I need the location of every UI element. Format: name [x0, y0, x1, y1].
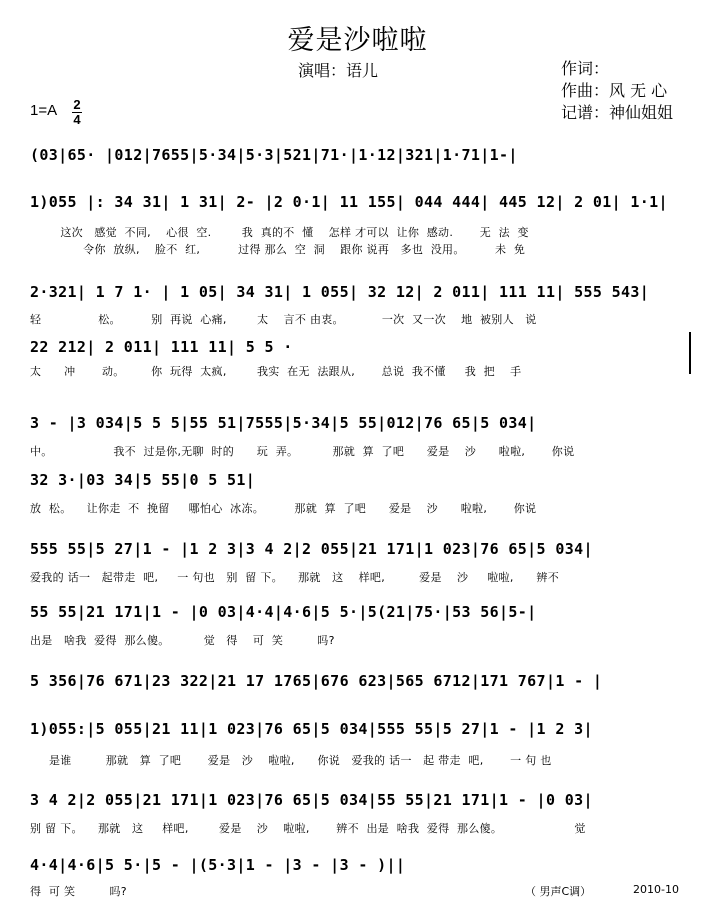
credits-block — [561, 58, 673, 124]
lyricist-credit: 作词： — [561, 59, 610, 78]
key-signature: 1=A — [30, 102, 58, 119]
score-line-6-notes: 32 3·|03 34|5 55|0 5 51| — [30, 471, 256, 489]
score-line-12-lyrics: 得 可 笑 吗? — [30, 885, 127, 898]
footer-date: 2010-10 — [633, 883, 679, 896]
score-line-5-notes: 3 - |3 034|5 5 5|55 51|7555|5·34|5 55|012|76 65|5 034| — [30, 414, 537, 432]
score-line-7-lyrics: 爱我的 话一 起带走 吧, 一 句也 别 留 下。 那就 这 样吧, 爱是 沙 啦啦, 辨不 — [30, 571, 560, 584]
score-line-1-notes: (03|65· |012|7655|5·34|5·3|521|71·|1·12|321|1·71|1-| — [30, 146, 518, 164]
footer-key-note: （ 男声C调） — [525, 885, 592, 898]
score-line-8-lyrics: 出是 啥我 爱得 那么傻。 觉 得 可 笑 吗? — [30, 634, 335, 647]
score-line-11-notes: 3 4 2|2 055|21 171|1 023|76 65|5 034|55 55|21 171|1 - |0 03| — [30, 791, 593, 809]
score-line-4-notes: 22 212| 2 011| 111 11| 5 5 · — [30, 338, 293, 356]
score-line-9-notes: 5 356|76 671|23 322|21 17 1765|676 623|565 6712|171 767|1 - | — [30, 672, 603, 690]
composer-credit: 作曲：风 无 心 — [561, 81, 668, 100]
score-line-2-notes: 1)055 |: 34 31| 1 31| 2- |2 0·1| 11 155| 044 444| 445 12| 2 01| 1·1| — [30, 193, 668, 211]
score-line-3-notes: 2·321| 1 7 1· | 1 05| 34 31| 1 055| 32 12| 2 011| 111 11| 555 543| — [30, 283, 650, 301]
score-line-6-lyrics: 放 松。 让你走 不 挽留 哪怕心 冰冻。 那就 算 了吧 爱是 沙 啦啦, 你说 — [30, 502, 537, 515]
score-line-2-lyrics-2: 令你 放纵, 脸不 红, 过得 那么 空 洞 跟你 说再 多也 没用。 未 免 — [30, 243, 526, 256]
score-line-2-lyrics-1: 这次 感觉 不同, 心很 空. 我 真的不 懂 怎样 才可以 让你 感动. 无 法 变 — [30, 226, 529, 239]
score-line-10-lyrics: 是谁 那就 算 了吧 爱是 沙 啦啦, 你说 爱我的 话一 起 带走 吧, 一 句 也 — [30, 754, 552, 767]
bar-line — [689, 332, 691, 374]
time-signature-bottom: 4 — [73, 112, 81, 127]
score-line-4-lyrics: 太 冲 动。 你 玩得 太疯, 我实 在无 法跟从, 总说 我不懂 我 把 手 — [30, 365, 522, 378]
score-line-11-lyrics: 别 留 下。 那就 这 样吧, 爱是 沙 啦啦, 辨不 出是 啥我 爱得 那么傻。 觉 — [30, 822, 586, 835]
score-line-7-notes: 555 55|5 27|1 - |1 2 3|3 4 2|2 055|21 171|1 023|76 65|5 034| — [30, 540, 593, 558]
score-line-3-lyrics: 轻 松。 别 再说 心痛, 太 言不 由衷。 一次 又一次 地 被别人 说 — [30, 313, 537, 326]
score-line-12-notes: 4·4|4·6|5 5·|5 - |(5·3|1 - |3 - |3 - )|| — [30, 856, 406, 874]
time-signature — [72, 99, 82, 126]
score-line-10-notes: 1)055:|5 055|21 11|1 023|76 65|5 034|555 55|5 27|1 - |1 2 3| — [30, 720, 593, 738]
score-line-5-lyrics: 中。 我不 过是你,无聊 时的 玩 弄。 那就 算 了吧 爱是 沙 啦啦, 你说 — [30, 445, 575, 458]
time-signature-top: 2 — [73, 97, 81, 112]
transcriber-credit: 记谱：神仙姐姐 — [561, 103, 674, 122]
score-line-8-notes: 55 55|21 171|1 - |0 03|4·4|4·6|5 5·|5(21|75·|53 56|5-| — [30, 603, 537, 621]
singer-credit: 演唱：语儿 — [298, 61, 379, 80]
song-title: 爱是沙啦啦 — [287, 25, 428, 56]
